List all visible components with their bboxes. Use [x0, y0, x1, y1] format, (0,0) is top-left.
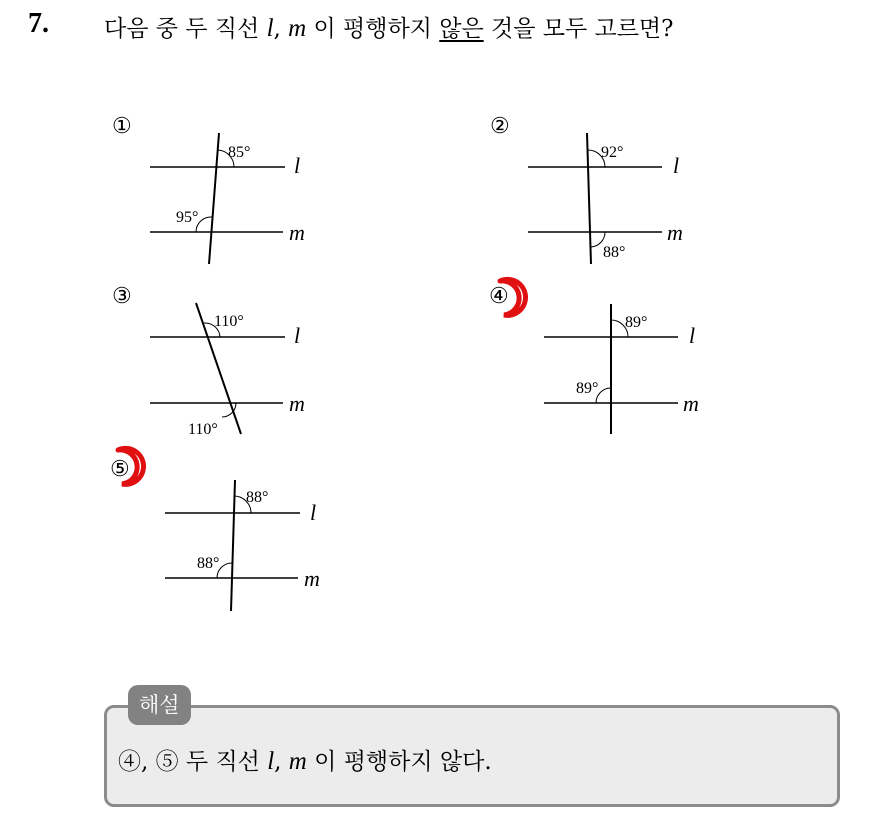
- option-1-transversal: [209, 133, 219, 264]
- option-3-angle-bottom: 110°: [188, 421, 218, 438]
- option-2-label-m: m: [667, 220, 683, 245]
- option-4-label-l: l: [689, 323, 696, 348]
- option-2-angle-bottom: 88°: [603, 244, 626, 261]
- option-1-label-m: m: [289, 220, 305, 245]
- explanation-var-l: l: [267, 748, 275, 775]
- option-3-figure[interactable]: [112, 283, 305, 438]
- explanation-text-after: 이 평행하지 않다.: [306, 749, 492, 775]
- question-comma: ,: [273, 16, 289, 42]
- question-text-after: 것을 모두 고르면?: [483, 16, 674, 42]
- option-5-marker: ⑤: [110, 456, 130, 481]
- option-1-angle-bottom: 95°: [176, 209, 199, 226]
- option-3-marker: ③: [112, 283, 132, 308]
- option-2-transversal: [587, 133, 591, 264]
- explanation-answers: ④, ⑤: [118, 749, 179, 775]
- question-text-before: 다음 중 두 직선: [104, 16, 267, 42]
- option-2-figure[interactable]: [490, 113, 683, 264]
- option-4-marker: ④: [489, 283, 509, 308]
- option-2-marker: ②: [490, 113, 510, 138]
- option-5-figure[interactable]: [110, 448, 320, 611]
- option-4-angle-top: 89°: [625, 314, 648, 331]
- explanation-var-m: m: [288, 748, 307, 775]
- explanation-text-before: 두 직선: [178, 749, 268, 775]
- question-number: 7.: [28, 8, 49, 39]
- option-3-label-m: m: [289, 391, 305, 416]
- question-text-middle: 이 평행하지: [306, 16, 440, 42]
- explanation-comma: ,: [274, 749, 289, 775]
- question-var-l: l: [266, 15, 274, 42]
- option-1-angle-top: 85°: [228, 144, 251, 161]
- question-var-m: m: [288, 15, 307, 42]
- option-5-transversal: [231, 480, 235, 611]
- option-1-figure[interactable]: [112, 113, 305, 264]
- explanation-text: [118, 743, 492, 776]
- option-5-label-l: l: [310, 500, 317, 525]
- option-3-angle-top: 110°: [214, 313, 244, 330]
- option-2-label-l: l: [673, 153, 680, 178]
- option-5-angle-bottom: 88°: [197, 555, 220, 572]
- option-3-label-l: l: [294, 323, 301, 348]
- option-5-angle-top: 88°: [246, 489, 269, 506]
- option-4-angle-bottom: 89°: [576, 380, 599, 397]
- option-1-marker: ①: [112, 113, 132, 138]
- option-2-angle-top: 92°: [601, 144, 624, 161]
- option-5-label-m: m: [304, 566, 320, 591]
- option-1-label-l: l: [294, 153, 301, 178]
- question-underlined-word: 않은: [439, 16, 484, 42]
- explanation-tag: 해설: [128, 685, 191, 725]
- option-4-label-m: m: [683, 391, 699, 416]
- option-4-figure[interactable]: [489, 279, 699, 434]
